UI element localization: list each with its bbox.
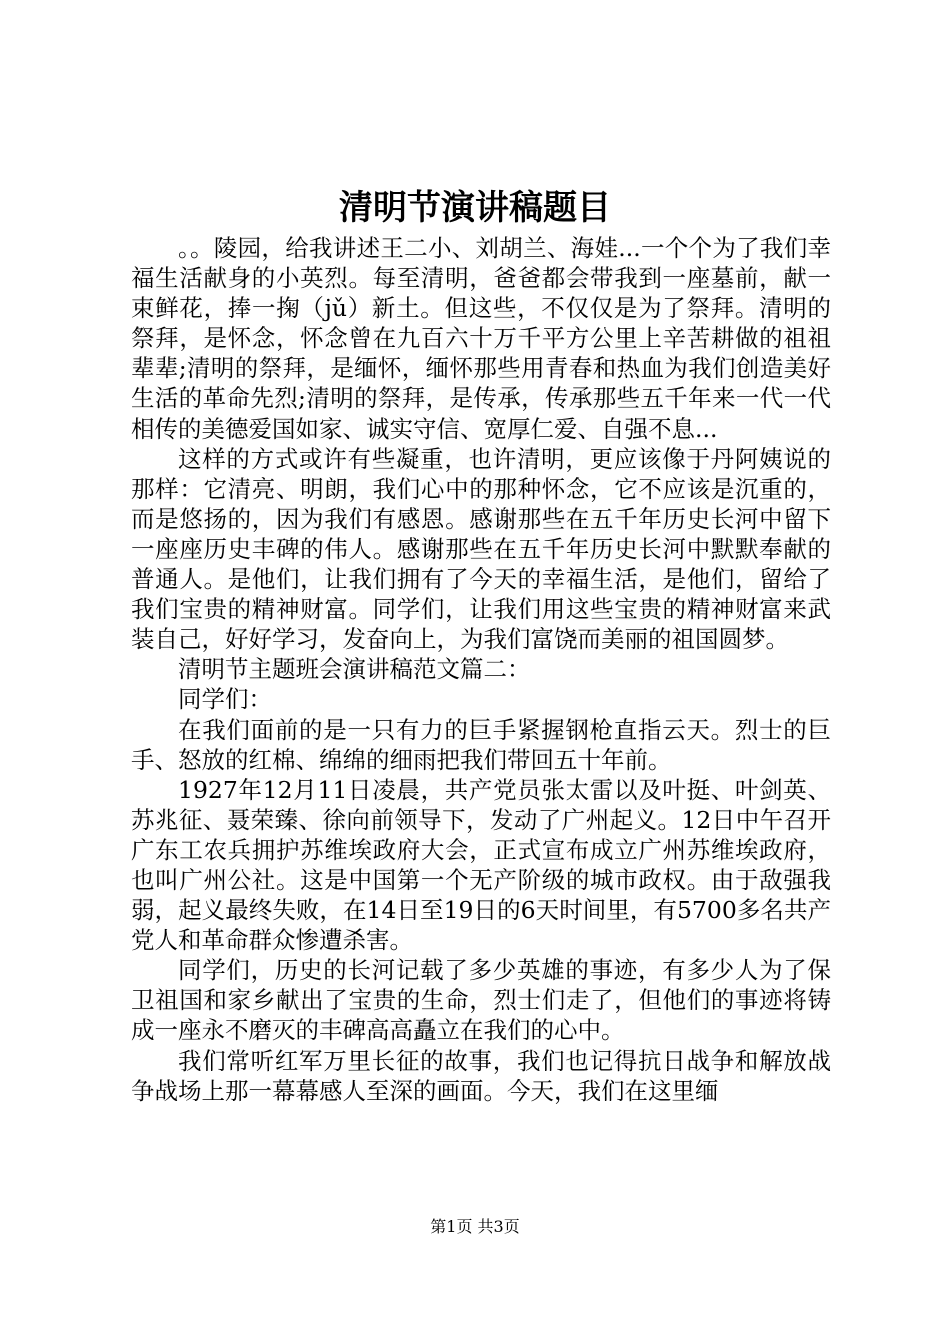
paragraph: 在我们面前的是一只有力的巨手紧握钢枪直指云天。烈士的巨手、怒放的红棉、绵绵的细雨把我们带回五十年前。 — [131, 715, 831, 774]
page-number-footer: 第1页 共3页 — [430, 1217, 520, 1236]
document-title: 清明节演讲稿题目 — [339, 188, 611, 228]
paragraph: 我们常听红军万里长征的故事，我们也记得抗日战争和解放战争战场上那一幕幕感人至深的画面。今天，我们在这里缅 — [131, 1046, 831, 1105]
document-body — [131, 233, 831, 1106]
paragraph: 这样的方式或许有些凝重，也许清明，更应该像于丹阿姨说的那样：它清亮、明朗，我们心中的那种怀念，它不应该是沉重的，而是悠扬的，因为我们有感恩。感谢那些在五千年历史长河中留下一座座历史丰碑的伟人。感谢那些在五千年历史长河中默默奉献的普通人。是他们，让我们拥有了今天的幸福生活，是他们，留给了我们宝贵的精神财富。同学们，让我们用这些宝贵的精神财富来武装自己，好好学习，发奋向上，为我们富饶而美丽的祖国圆梦。 — [131, 444, 831, 654]
paragraph: 。。陵园，给我讲述王二小、刘胡兰、海娃...一个个为了我们幸福生活献身的小英烈。每至清明，爸爸都会带我到一座墓前，献一束鲜花，捧一掬（jǔ）新土。但这些，不仅仅是为了祭拜。清明的祭拜，是怀念，怀念曾在九百六十万千平方公里上辛苦耕做的祖祖辈辈;清明的祭拜，是缅怀，缅怀那些用青春和热血为我们创造美好生活的革命先烈;清明的祭拜，是传承，传承那些五千年来一代一代相传的美德爱国如家、诚实守信、宽厚仁爱、自强不息... — [131, 234, 831, 443]
paragraph: 同学们，历史的长河记载了多少英雄的事迹，有多少人为了保卫祖国和家乡献出了宝贵的生命，烈士们走了，但他们的事迹将铸成一座永不磨灭的丰碑高高矗立在我们的心中。 — [131, 956, 831, 1045]
paragraph: 同学们： — [178, 685, 272, 714]
paragraph: 1927年12月11日凌晨，共产党员张太雷以及叶挺、叶剑英、苏兆征、聂荣臻、徐向前领导下，发动了广州起义。12日中午召开广东工农兵拥护苏维埃政府大会，正式宣布成立广州苏维埃政府，也叫广州公社。这是中国第一个无产阶级的城市政权。由于敌强我弱，起义最终失败，在14日至19日的6天时间里，有5700多名共产党人和革命群众惨遭杀害。 — [131, 775, 831, 955]
paragraph: 清明节主题班会演讲稿范文篇二： — [178, 655, 531, 684]
